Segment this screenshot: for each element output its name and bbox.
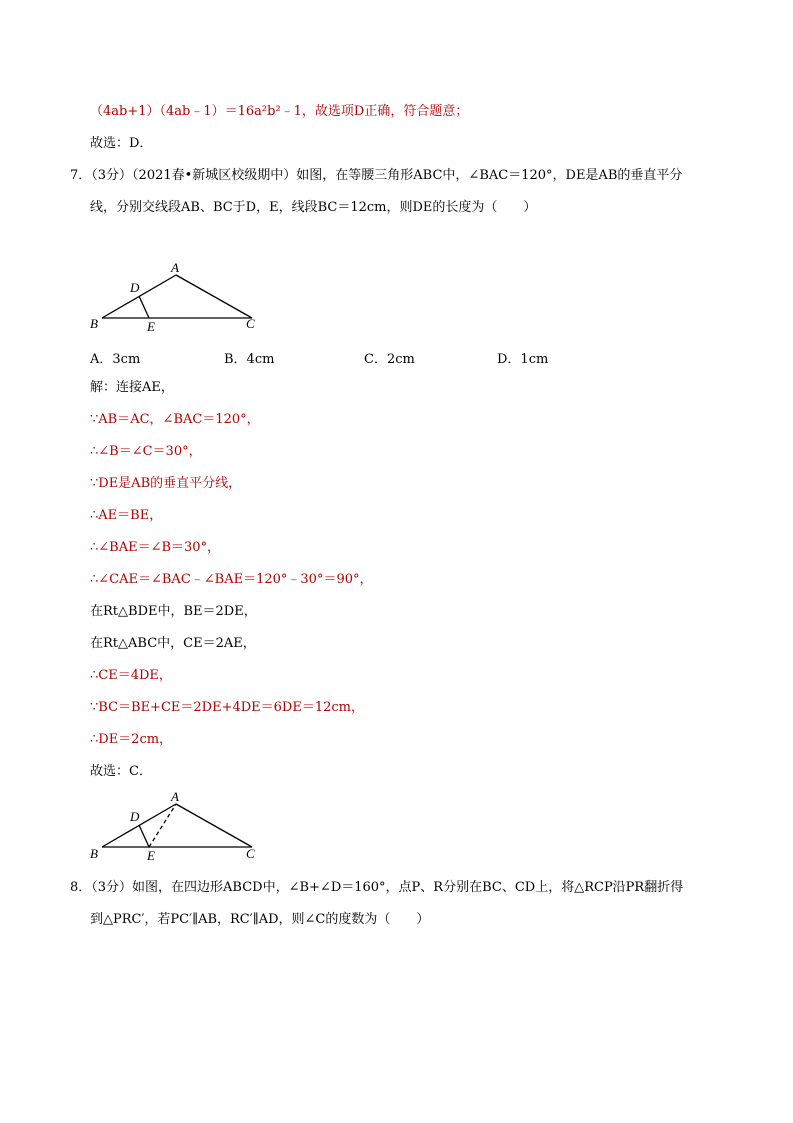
q7-option-c: C．2cm [364,352,415,367]
solution-figure-label-A: A [171,789,179,804]
q7-solution-line-3: ∴∠B＝∠C＝30°， [90,444,202,459]
figure-label-C: C [246,316,255,331]
q7-solution-answer: 故选：C． [90,764,152,779]
q7-solution-line-11: ∵BC＝BE+CE＝2DE+4DE＝6DE＝12cm， [90,700,364,715]
figure-label-A: A [171,260,179,275]
q7-solution-line-9: 在Rt△ABC中，CE＝2AE， [90,636,256,651]
figure-label-E: E [147,319,155,334]
solution-figure-label-E: E [147,848,155,863]
q7-solution-line-4: ∵DE是AB的垂直平分线， [90,476,242,491]
q7-option-a: A．3cm [90,352,141,367]
q8-stem-line-2: 到△PRC′，若PC′∥AB，RC′∥AD，则∠C的度数为（ ） [90,912,430,927]
solution-figure-label-D: D [130,809,140,824]
q7-solution-line-2: ∵AB＝AC，∠BAC＝120°， [90,412,260,427]
solution-figure-label-B: B [90,846,98,861]
q7-option-b: B．4cm [224,352,275,367]
q7-stem-line-1: 7．（3分）（2021春•新城区校级期中）如图，在等腰三角形ABC中，∠BAC＝120°，DE是AB的垂直平分 [70,168,683,183]
q7-solution-line-5: ∴AE＝BE， [90,508,163,523]
q7-solution-line-12: ∴DE＝2cm， [90,732,173,747]
q7-solution-line-1: 解：连接AE， [90,380,174,395]
prev-solution-line-1: （4ab+1）（4ab﹣1）＝16a²b²﹣1，故选项D正确，符合题意； [90,104,469,119]
q7-stem-line-2: 线，分别交线段AB、BC于D，E，线段BC＝12cm，则DE的长度为（ ） [90,200,537,215]
q7-solution-line-6: ∴∠BAE＝∠B＝30°， [90,540,221,555]
figure-label-D: D [130,280,140,295]
solution-figure-label-C: C [246,846,255,861]
q7-solution-line-8: 在Rt△BDE中，BE＝2DE， [90,604,257,619]
q7-solution-line-10: ∴CE＝4DE， [90,668,172,683]
q7-solution-line-7: ∴∠CAE＝∠BAC﹣∠BAE＝120°﹣30°＝90°， [90,572,373,587]
prev-solution-answer: 故选：D． [90,136,153,151]
q8-stem-line-1: 8．（3分）如图，在四边形ABCD中，∠B+∠D＝160°，点P、R分别在BC、CD上，将△RCP沿PR翻折得 [70,880,684,895]
q7-option-d: D．1cm [497,352,549,367]
figure-label-B: B [90,316,98,331]
